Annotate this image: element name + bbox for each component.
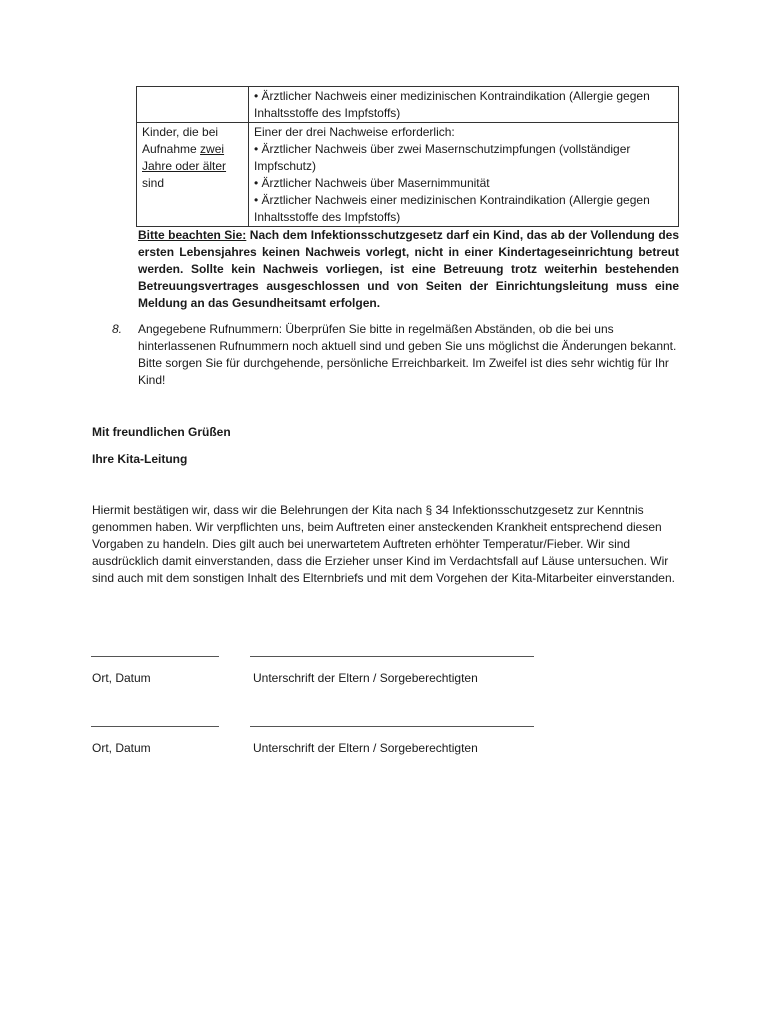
requirement-bullet: • Ärztlicher Nachweis über zwei Masernschutzimpfungen (vollständiger Impfschutz) [254,141,673,175]
notice-paragraph [138,227,679,312]
place-date-line [91,726,219,727]
signature-line [250,656,534,657]
table-row [137,87,679,123]
confirmation-paragraph: Hiermit bestätigen wir, dass wir die Belehrungen der Kita nach § 34 Infektionsschutzgesetz zur Kenntnis genommen haben. Wir verpflichten uns, beim Auftreten einer ansteckenden Krankheit entsprechend diesen Vorgaben zu handeln. Dies gilt auch bei unerwartetem Auftreten erhöhter Temperatur/Fieber. Wir sind ausdrücklich damit einverstanden, dass die Erzieher unser Kind im Verdachtsfall auf Läuse untersuchen. Wir sind auch mit dem sonstigen Inhalt des Elternbriefs und mit dem Vorgehen der Kita-Mitarbeiter einverstanden. [92,503,675,585]
notice-lead: Bitte beachten Sie: [138,228,247,242]
place-date-label: Ort, Datum [92,671,151,685]
requirement-bullet: • Ärztlicher Nachweis einer medizinischen Kontraindikation (Allergie gegen Inhaltsstoffe des Impfstoffs) [254,192,673,226]
signature-line [250,726,534,727]
signature-label: Unterschrift der Eltern / Sorgeberechtigten [253,741,478,755]
table-cell-group [137,87,249,123]
place-date-line [91,656,219,657]
table-row [137,123,679,227]
signature-label: Unterschrift der Eltern / Sorgeberechtigten [253,671,478,685]
notice-text: Nach dem Infektionsschutzgesetz darf ein Kind, das ab der Vollendung des ersten Lebensjahres keinen Nachweis vorlegt, nicht in einer Kindertageseinrichtung betreut werden. Sollte kein Nachweis vorliegen, ist eine Betreuung trotz weiterhin bestehenden Betreuungsvertrages ausgeschlossen und von Seiten der Einrichtungsleitung muss eine Meldung an das Gesundheitsamt erfolgen. [138,228,680,310]
requirement-intro: Einer der drei Nachweise erforderlich: [254,125,455,139]
closing-greeting: Mit freundlichen Grüßen [92,425,231,439]
closing-signature: Ihre Kita-Leitung [92,452,188,466]
group-label-underlined: zwei Jahre oder älter [142,142,227,173]
requirement-bullet: • Ärztlicher Nachweis über Masernimmunität [254,175,673,192]
list-item-text: Angegebene Rufnummern: Überprüfen Sie bitte in regelmäßen Abständen, ob die bei uns hinterlassenen Rufnummern noch aktuell sind und geben Sie uns möglichst die Änderungen bekannt. Bitte sorgen Sie für durchgehende, persönliche Erreichbarkeit. Im Zweifel ist dies sehr wichtig für Ihr Kind! [138,322,677,387]
list-item-number: 8. [112,322,123,336]
requirement-bullet: • Ärztlicher Nachweis einer medizinischen Kontraindikation (Allergie gegen Inhaltsstoffe des Impfstoffs) [254,88,673,122]
table-cell-requirements [249,87,679,123]
table-cell-group [137,123,249,227]
table-cell-requirements [249,123,679,227]
group-label-after: sind [142,176,165,190]
vaccination-proof-table [136,86,679,227]
group-label-before: Kinder, die bei Aufnahme [142,125,219,156]
place-date-label: Ort, Datum [92,741,151,755]
